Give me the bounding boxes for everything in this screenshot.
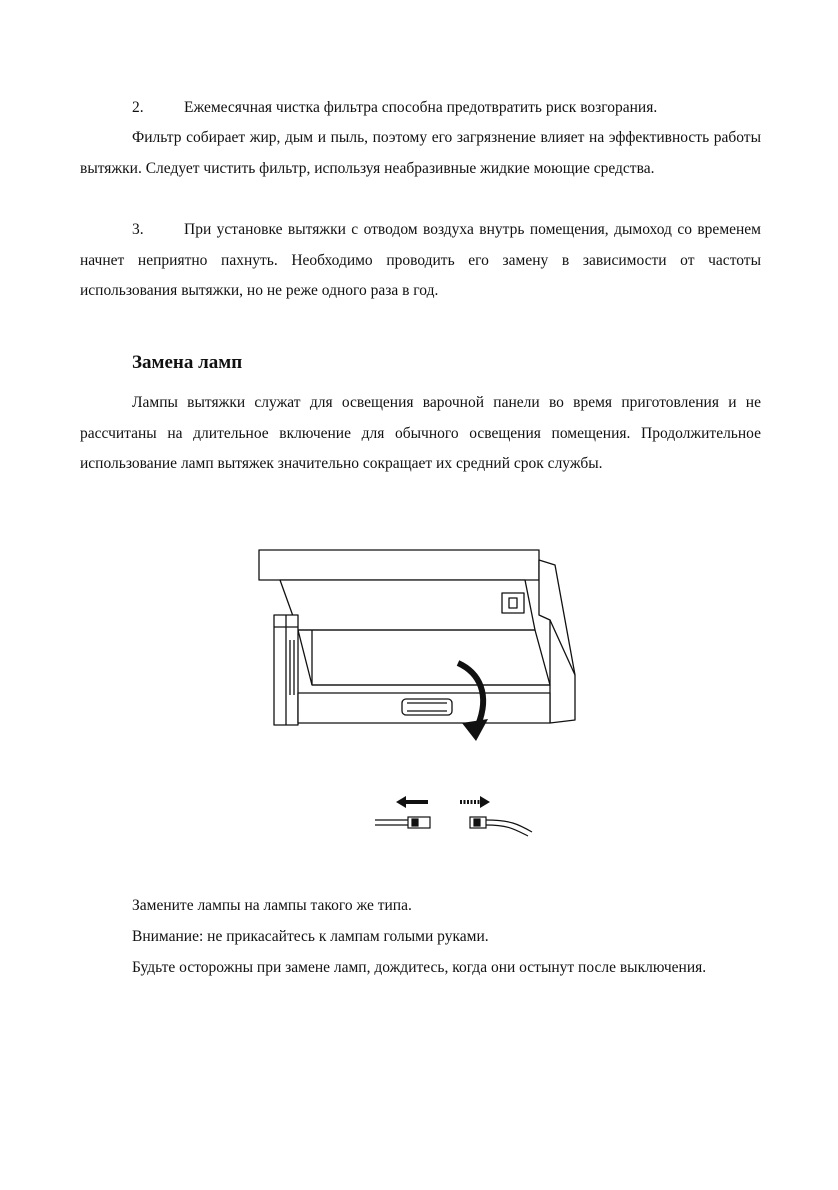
- note-replace: Замените лампы на лампы такого же типа.: [132, 897, 412, 914]
- right-wire: [486, 820, 532, 836]
- list-text: Ежемесячная чистка фильтра способна предотвратить риск возгорания.: [184, 99, 658, 116]
- connector-diagram: [370, 792, 540, 842]
- list-text: При установке вытяжки с отводом воздуха внутрь помещения, дымоход со временем начнет неприятно пахнуть. Необходимо проводить его замену в зависимости от частоты использования вытяжки, но не реже одного раза в год.: [80, 221, 761, 299]
- paragraph-lamps-intro: Лампы вытяжки служат для освещения варочной панели во время приготовления и не рассчитаны на длительное включение для обычного освещения помещения. Продолжительное использование ламп вытяжек значительно сокращает их средний срок службы.: [80, 394, 761, 472]
- list-number: 2.: [132, 99, 144, 116]
- lamp: [402, 699, 452, 715]
- left-plug: [408, 817, 430, 828]
- note-warning: Внимание: не прикасайтесь к лампам голыми руками.: [132, 928, 489, 945]
- hood-illustration: [250, 545, 590, 745]
- section-title: Замена ламп: [132, 352, 243, 373]
- note-caution: Будьте осторожны при замене ламп, дождитесь, когда они остынут после выключения.: [132, 959, 707, 976]
- left-wire: [375, 820, 408, 825]
- paragraph-filter: Фильтр собирает жир, дым и пыль, поэтому его загрязнение влияет на эффективность работы вытяжки. Следует чистить фильтр, используя неабразивные жидкие моющие средства.: [80, 129, 761, 177]
- list-number: 3.: [132, 221, 144, 238]
- hood-cavity: [298, 630, 550, 685]
- list-item-2: [80, 93, 761, 124]
- hood-back-panel: [280, 580, 535, 630]
- list-item-3: [80, 215, 761, 307]
- hood-top-panel: [259, 550, 539, 580]
